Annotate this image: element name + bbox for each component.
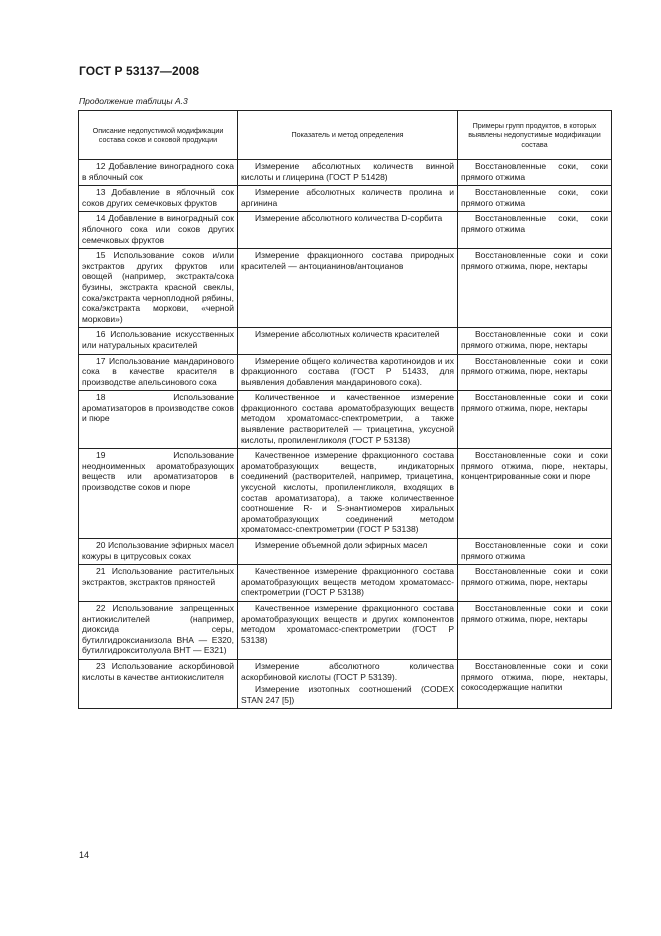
table-row	[79, 539, 612, 565]
row-method	[238, 160, 458, 186]
row-description: 15 Использование соков и/или экстрактов других фруктов или овощей (например, экстракта/сока бузины, экстракта красной свеклы, сока/экстракта черноплодной рябины, сока/экстракта моркови, «черной моркови»)	[79, 249, 238, 328]
requirements-table	[78, 110, 612, 709]
row-method-text: Качественное измерение фракционного состава ароматобразующих веществ и других компонентов методом хроматомасс-спектрометрии (ГОСТ Р 53138)	[241, 602, 454, 645]
header-description: Описание недопустимой модификации состава соков и соковой продукции	[79, 111, 238, 160]
standard-code: ГОСТ Р 53137—2008	[79, 64, 200, 78]
header-method: Показатель и метод определения	[238, 111, 458, 160]
row-method-text: Измерение фракционного состава природных красителей — антоцианинов/антоцианов	[241, 250, 454, 271]
row-description: 17 Использование мандаринового сока в качестве красителя в производстве апельсинового сока	[79, 354, 238, 391]
table-row	[79, 659, 612, 708]
row-examples: Восстановленные соки и соки прямого отжима, пюре, нектары, сокосодержащие напитки	[458, 659, 612, 708]
row-method-text: Измерение общего количества каротиноидов и их фракционного состава (ГОСТ Р 51433, для выявления добавления мандаринового сока).	[241, 355, 454, 387]
row-method	[238, 659, 458, 708]
header-examples: Примеры групп продуктов, в которых выявлены недопустимые модификации состава	[458, 111, 612, 160]
row-method	[238, 212, 458, 249]
row-description: 14 Добавление в виноградный сок яблочного сока или соков других семечковых фруктов	[79, 212, 238, 249]
row-examples: Восстановленные соки, соки прямого отжима	[458, 186, 612, 212]
row-method-text: Качественное измерение фракционного состава ароматобразующих веществ методом хроматомасс-спектрометрии (ГОСТ Р 53138)	[241, 566, 454, 598]
row-examples: Восстановленные соки и соки прямого отжима, пюре, нектары	[458, 391, 612, 449]
table-row	[79, 601, 612, 659]
table-continuation-label: Продолжение таблицы А.3	[79, 96, 188, 106]
table-row	[79, 391, 612, 449]
row-method	[238, 249, 458, 328]
table-row	[79, 328, 612, 354]
row-method-text: Измерение абсолютных количеств пролина и аргинина	[241, 187, 454, 208]
row-examples: Восстановленные соки и соки прямого отжима, пюре, нектары	[458, 354, 612, 391]
row-method-text: Качественное измерение фракционного состава ароматобразующих веществ, индикаторных соединений (растворителей, например, триацетина, уксусной кислоты, пропиленгликоля, входящих в состав ароматизатора), а также количественное соотношение R- и S-энантиомеров хиральных ароматобразующих соединений методом хроматомасс-спектрометрии (ГОСТ Р 53138)	[241, 450, 454, 535]
row-examples: Восстановленные соки и соки прямого отжима, пюре, нектары, концентрированные соки и пюре	[458, 449, 612, 539]
row-method	[238, 328, 458, 354]
row-method	[238, 354, 458, 391]
row-description: 18 Использование ароматизаторов в производстве соков и пюре	[79, 391, 238, 449]
row-examples: Восстановленные соки, соки прямого отжима	[458, 212, 612, 249]
row-examples: Восстановленные соки и соки прямого отжима, пюре, нектары	[458, 328, 612, 354]
row-method-text: Измерение абсолютных количеств красителей	[255, 329, 440, 340]
page-number: 14	[79, 850, 90, 860]
row-description: 23 Использование аскорбиновой кислоты в качестве антиокислителя	[79, 659, 238, 708]
table-row	[79, 212, 612, 249]
table-row	[79, 565, 612, 602]
row-method-text: Измерение абсолютных количеств винной кислоты и глицерина (ГОСТ Р 51428)	[241, 161, 454, 182]
row-examples: Восстановленные соки и соки прямого отжима	[458, 539, 612, 565]
row-method-text: Измерение абсолютного количества D-сорбита	[255, 213, 443, 224]
row-method	[238, 391, 458, 449]
row-method	[238, 186, 458, 212]
row-method-text: Измерение объемной доли эфирных масел	[255, 540, 428, 550]
row-method	[238, 539, 458, 565]
table-row	[79, 354, 612, 391]
row-description: 13 Добавление в яблочный сок соков других семечковых фруктов	[79, 186, 238, 212]
row-description: 21 Использование растительных экстрактов, экстрактов пряностей	[79, 565, 238, 602]
row-method-text: Количественное и качественное измерение фракционного состава ароматобразующих веществ методом хроматомасс-спектрометрии, а также выявление растворителей — триацетина, уксусной кислоты, пропиленгликоля (ГОСТ Р 53138)	[241, 392, 454, 445]
table-row	[79, 249, 612, 328]
table-row	[79, 449, 612, 539]
row-description: 20 Использование эфирных масел кожуры в цитрусовых соках	[79, 539, 238, 565]
row-description: 22 Использование запрещенных антиокислителей (например, диоксида серы, бутилгидроксианизола ВНА — Е320, бутилгидрокситолуола ВНТ — Е321)	[79, 601, 238, 659]
row-method	[238, 449, 458, 539]
row-examples: Восстановленные соки и соки прямого отжима, пюре, нектары	[458, 601, 612, 659]
row-examples: Восстановленные соки и соки прямого отжима, пюре, нектары	[458, 249, 612, 328]
row-examples: Восстановленные соки, соки прямого отжима	[458, 160, 612, 186]
row-method-text-secondary: Измерение изотопных соотношений (CODEX STAN 247 [5])	[241, 684, 454, 705]
row-examples: Восстановленные соки и соки прямого отжима, пюре, нектары	[458, 565, 612, 602]
row-method	[238, 565, 458, 602]
table-header-row	[79, 111, 612, 160]
row-method	[238, 601, 458, 659]
row-method-text: Измерение абсолютного количества аскорбиновой кислоты (ГОСТ Р 53139).	[241, 660, 454, 682]
row-description: 16 Использование искусственных или натуральных красителей	[79, 328, 238, 354]
row-description: 12 Добавление виноградного сока в яблочный сок	[79, 160, 238, 186]
row-description: 19 Использование неодноименных ароматобразующих веществ или ароматизаторов в производстве соков и пюре	[79, 449, 238, 539]
table-row	[79, 160, 612, 186]
table-row	[79, 186, 612, 212]
